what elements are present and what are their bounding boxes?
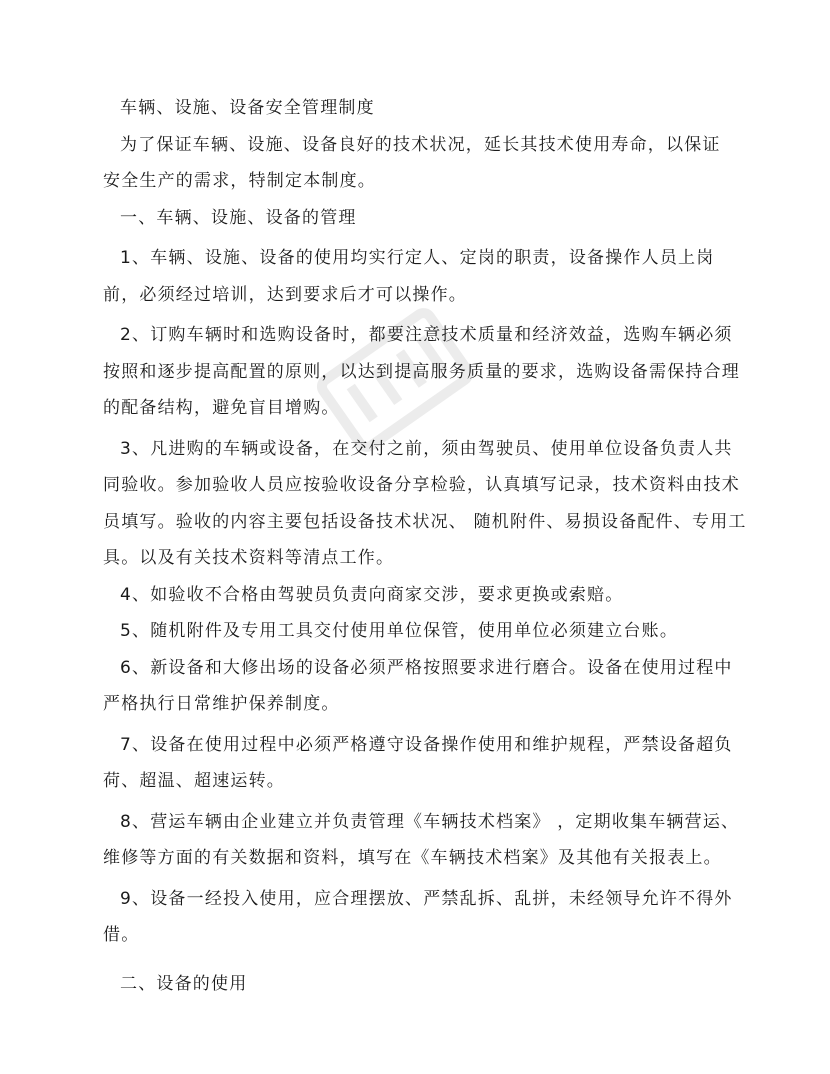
document-body — [103, 90, 747, 1002]
section-heading-2: 二、设备的使用 — [120, 973, 248, 994]
item-1-line-1: 1、车辆、设施、设备的使用均实行定人、定岗的职责，设备操作人员上岗 — [120, 248, 715, 268]
item-3-line-2: 同验收。参加验收人员应按验收设备分享检验，认真填写记录，技术资料由技术 — [103, 475, 740, 495]
item-3-line-3: 员填写。验收的内容主要包括设备技术状况、 随机附件、易损设备配件、专用工 — [103, 511, 747, 532]
item-1-line-2: 前，必须经过培训，达到要求后才可以操作。 — [103, 284, 467, 305]
item-8-line-1: 8、营运车辆由企业建立并负责管理《车辆技术档案》 ，定期收集车辆营运、 — [120, 811, 740, 832]
item-6-line-1: 6、新设备和大修出场的设备必须严格按照要求进行磨合。设备在使用过程中 — [120, 657, 733, 678]
item-4-line-1: 4、如验收不合格由驾驶员负责向商家交涉，要求更换或索赔。 — [120, 584, 624, 605]
document-title: 车辆、设施、设备安全管理制度 — [120, 98, 375, 118]
item-8-line-2: 维修等方面的有关数据和资料，填写在《车辆技术档案》及其他有关报表上。 — [103, 848, 722, 868]
item-3-line-4: 具。以及有关技术资料等清点工作。 — [103, 548, 395, 568]
intro-line-2: 安全生产的需求，特制定本制度。 — [103, 171, 376, 191]
item-2-line-1: 2、订购车辆时和选购设备时，都要注意技术质量和经济效益，选购车辆必须 — [120, 325, 733, 345]
item-7-line-2: 荷、超温、超速运转。 — [103, 771, 285, 791]
section-heading-1: 一、车辆、设施、设备的管理 — [120, 207, 357, 228]
item-9-line-1: 9、设备一经投入使用，应合理摆放、严禁乱拆、乱拼，未经领导允许不得外 — [120, 888, 733, 909]
item-9-line-2: 借。 — [103, 925, 140, 945]
intro-line-1: 为了保证车辆、设施、设备良好的技术状况，延长其技术使用寿命，以保证 — [120, 134, 721, 155]
item-3-line-1: 3、凡进购的车辆或设备，在交付之前，须由驾驶员、使用单位设备负责人共 — [120, 438, 733, 459]
item-5-line-1: 5、随机附件及专用工具交付使用单位保管，使用单位必须建立台账。 — [120, 621, 679, 641]
item-2-line-2: 按照和逐步提高配置的原则，以达到提高服务质量的要求，选购设备需保持合理 — [103, 361, 740, 382]
item-7-line-1: 7、设备在使用过程中必须严格遵守设备操作使用和维护规程，严禁设备超负 — [120, 734, 733, 755]
item-2-line-3: 的配备结构，避免盲目增购。 — [103, 398, 340, 418]
item-6-line-2: 严格执行日常维护保养制度。 — [103, 694, 340, 714]
